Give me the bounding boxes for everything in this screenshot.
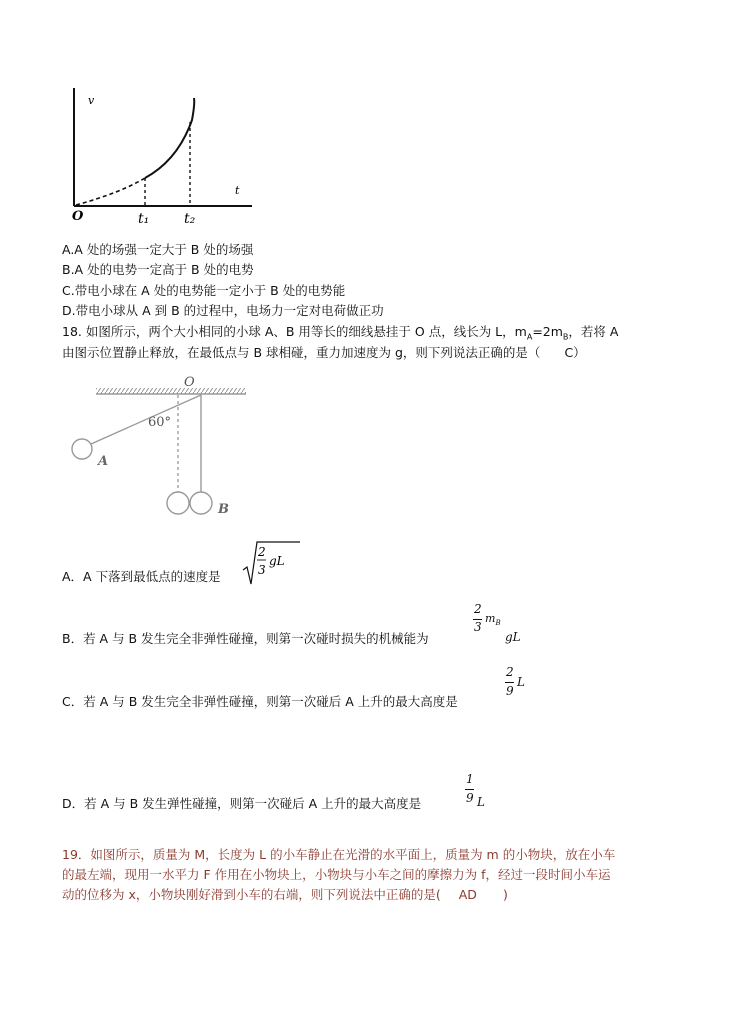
fraction-c-rest: L	[517, 675, 525, 689]
ball-b-label: B	[218, 502, 229, 517]
ball-b	[190, 492, 212, 514]
q18-option-c: C．若 A 与 B 发生完全非弹性碰撞，则第一次碰后 A 上升的最大高度是	[62, 694, 458, 709]
q19-stem-line1: 19．如图所示，质量为 M，长度为 L 的小车静止在光滑的水平面上，质量为 m 的小物块，放在小车	[62, 847, 616, 862]
fraction-d-rest: L	[477, 795, 485, 809]
velocity-curve-dashed	[76, 178, 145, 205]
pivot-label: O	[184, 375, 195, 390]
q18-answer: C）	[564, 345, 586, 360]
fraction-b-numerator: 2	[474, 602, 482, 616]
q18-option-a: A．A 下落到最低点的速度是	[62, 569, 221, 584]
fraction-c-denominator: 9	[506, 684, 514, 698]
t1-label: t₁	[138, 211, 150, 227]
ceiling-hatch	[96, 388, 246, 394]
q17-option-b: B.A 处的电势一定高于 B 处的电势	[62, 262, 254, 277]
fraction-d-numerator: 1	[466, 772, 474, 786]
mass-symbol: $m_B$	[485, 612, 501, 628]
q19-stem-line2: 的最左端，现用一水平力 F 作用在小物块上，小物块与小车之间的摩擦力为 f，经过一段时间小车运	[62, 867, 611, 882]
fraction-d-bar	[465, 789, 474, 790]
ball-a-label: A	[98, 454, 109, 469]
t-axis-label: t	[235, 184, 240, 197]
angle-label: 60°	[148, 415, 172, 430]
fraction-b-denominator: 3	[474, 620, 482, 634]
q17-option-c: C.带电小球在 A 处的电势能一定小于 B 处的电势能	[62, 283, 346, 298]
sqrt-rest: gL	[269, 554, 285, 568]
q18-stem-line1: 18. 如图所示，两个大小相同的小球 A、B 用等长的细线悬挂于 O 点，线长为 L，$m_A=2m_B$，若将 A	[62, 324, 619, 342]
ball-a-low-position	[167, 492, 189, 514]
q19-stem-line3: 动的位移为 x，小物块刚好滑到小车的右端，则下列说法中正确的是( AD )	[62, 887, 508, 902]
q17-option-d: D.带电小球从 A 到 B 的过程中，电场力一定对电荷做正功	[62, 303, 384, 318]
q18-option-b: B．若 A 与 B 发生完全非弹性碰撞，则第一次碰时损失的机械能为	[62, 631, 429, 646]
sqrt-fraction-denominator: 3	[258, 563, 266, 577]
q18-option-d: D．若 A 与 B 发生弹性碰撞，则第一次碰后 A 上升的最大高度是	[62, 796, 422, 811]
string-a	[91, 395, 201, 444]
fraction-d-denominator: 9	[466, 791, 474, 805]
q18-stem-line2: 由图示位置静止释放，在最低点与 B 球相碰，重力加速度为 g，则下列说法正确的是（ C）	[62, 345, 586, 360]
q19-answer: AD	[458, 887, 477, 902]
fraction-c-numerator: 2	[506, 665, 514, 679]
velocity-time-graph	[60, 78, 260, 228]
origin-label: O	[72, 209, 84, 224]
sqrt-fraction-numerator: 2	[258, 545, 266, 559]
ball-a	[72, 439, 92, 459]
fraction-c-bar	[505, 682, 514, 683]
q17-option-a: A.A 处的场强一定大于 B 处的场强	[62, 242, 254, 257]
v-axis-label: v	[88, 94, 95, 107]
fraction-b-rest: gL	[505, 630, 521, 644]
t2-label: t₂	[184, 211, 196, 227]
velocity-curve	[145, 98, 194, 178]
sqrt-expression	[242, 540, 302, 586]
pendulum-figure	[62, 362, 282, 527]
